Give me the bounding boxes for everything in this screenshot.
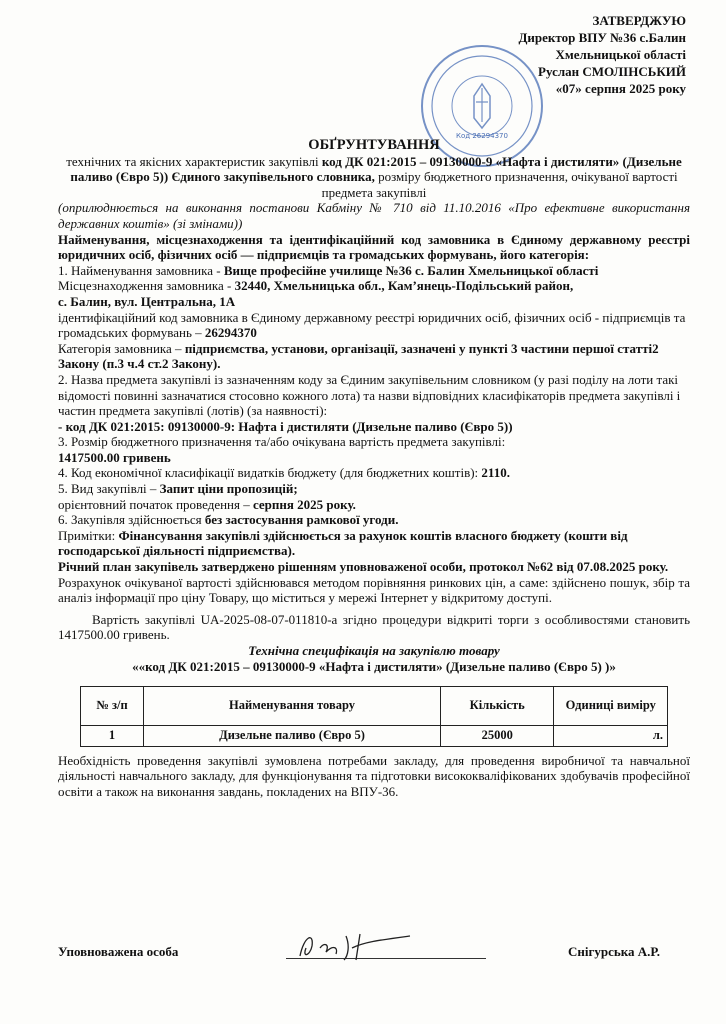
subject-code: - код ДК 021:2015: 09130000-9: Нафта і дистиляти (Дизельне паливо (Євро 5)) <box>58 418 513 434</box>
signatory-role: Уповноважена особа <box>58 944 179 959</box>
notes-label: Примітки: <box>58 527 119 543</box>
item-label: ідентифікаційний код замовника в Єдиному державному реєстрі юридичних осіб, фізичних осіб - підприємців та громадських формувань – <box>58 309 686 341</box>
item-6 <box>58 512 690 528</box>
procurement-type: Запит ціни пропозицій; <box>159 481 298 497</box>
spec-table <box>80 686 668 747</box>
customer-category: підприємства, установи, організації, зазначені у пункті 3 частини першої статті2 Закону (п.3 ч.4 ст.2 Закону). <box>58 340 659 372</box>
approval-line: Хмельницької області <box>555 47 686 62</box>
table-cell: 25000 <box>440 726 554 747</box>
customer-address: 32440, Хмельницька обл., Кам’янець-Подільський район, <box>234 278 574 294</box>
item-label: 1. Найменування замовника - <box>58 262 224 278</box>
cost-paragraph: Вартість закупівлі UA-2025-08-07-011810-а згідно процедури відкриті торги з особливостями становить 1417500.00 гривень. <box>58 611 690 643</box>
table-cell: Дизельне паливо (Євро 5) <box>144 726 441 747</box>
necessity-paragraph: Необхідність проведення закупівлі зумовлена потребами закладу, для проведення виробничої та навчальної діяльності навчального закладу, для функціонування та підготовки висококваліфікованих здобувачів професійної освіти а також на виконання завдань, покладених на ВПУ-36. <box>58 752 690 799</box>
table-row <box>81 726 668 747</box>
customer-code: 26294370 <box>204 325 257 341</box>
spec-subtitle: ««код ДК 021:2015 – 09130000-9 «Нафта і дистиляти» (Дизельне паливо (Євро 5) )» <box>132 658 616 674</box>
table-header: Кількість <box>440 687 554 726</box>
item-label: Місцезнаходження замовника - <box>58 278 235 294</box>
table-header: Найменування товару <box>144 687 441 726</box>
handwritten-signature-icon <box>290 926 420 966</box>
item-label: 5. Вид закупівлі – <box>58 481 160 497</box>
framework-note: без застосування рамкової угоди. <box>204 512 399 528</box>
item-1-category <box>58 341 690 372</box>
signature-block <box>58 940 690 970</box>
document-title: ОБҐРУНТУВАННЯ <box>308 137 440 153</box>
item-2: 2. Назва предмета закупівлі із зазначенням коду за Єдиним закупівельним словником (у разі поділу на лоти такі відомості повинні зазначатися стосовно кожного лота) та назви відповідних класифікаторів предмета закупівлі і частин предмета закупівлі (лотів) (за наявності): <box>58 371 681 419</box>
item-1-code <box>58 310 690 341</box>
item-label: орієнтовний початок проведення – <box>58 496 253 512</box>
table-cell: 1 <box>81 726 144 747</box>
item-label: 6. Закупівля здійснюється <box>58 512 205 528</box>
customer-address-line2: с. Балин, вул. Центральна, 1А <box>58 293 236 309</box>
title-code: код ДК 021:2015 – 09130000-9 «Нафта і дистиляти» (Дизельне паливо (Євро 5)) Єдиного закупівельного словника, <box>70 153 682 185</box>
table-header-row <box>81 687 668 726</box>
spec-title: Технічна специфікація на закупівлю товару <box>248 643 500 658</box>
start-date: серпня 2025 року. <box>252 496 356 512</box>
item-3: 3. Розмір бюджетного призначення та/або очікувана вартість предмета закупівлі: <box>58 434 506 450</box>
approval-line: ЗАТВЕРДЖУЮ <box>592 13 686 28</box>
item-5 <box>58 481 690 497</box>
seal-code: Код 26294370 <box>456 132 508 140</box>
approval-line: Директор ВПУ №36 с.Балин <box>518 30 686 45</box>
title-text-end: розміру бюджетного призначення, очікуваної вартості предмета закупівлі <box>321 169 678 200</box>
item-4 <box>58 465 690 481</box>
table-header: Одиниці виміру <box>554 687 668 726</box>
publication-note: (оприлюднюється на виконання постанови Кабміну № 710 від 11.10.2016 «Про ефективне використання державних коштів» (зі змінами)) <box>58 200 690 231</box>
intro-paragraph: Найменування, місцезнаходження та ідентифікаційний код замовника в Єдиному державному реєстрі юридичних осіб, фізичних осіб — підприємців та громадських формувань, його категорія: <box>58 231 690 263</box>
item-label: 4. Код економічної класифікації видатків бюджету (для бюджетних коштів): <box>58 465 482 481</box>
title-text: технічних та якісних характеристик закупівлі <box>66 153 322 169</box>
signatory-name: Снігурська А.Р. <box>567 944 660 959</box>
notes-text: Фінансування закупівлі здійснюється за рахунок коштів власного бюджету (кошти від господарської діяльності підприємства). <box>58 527 628 559</box>
item-5-start <box>58 497 690 513</box>
item-1 <box>58 263 690 279</box>
economic-code: 2110. <box>481 465 510 481</box>
approval-date: «07» серпня 2025 року <box>555 81 686 96</box>
item-1-location <box>58 278 690 294</box>
annual-plan: Річний план закупівель затверджено рішенням уповноваженої особи, протокол №62 від 07.08.2025 року. <box>58 559 669 575</box>
budget-amount: 1417500.00 гривень <box>58 449 171 465</box>
calculation-paragraph: Розрахунок очікуваної вартості здійснювався методом порівняння ринкових цін, а саме: здійснено пошук, збір та аналіз інформації про ціну Товару, що міститься у мережі Інтернет у відкритому доступі. <box>58 574 690 606</box>
document-body <box>58 138 690 800</box>
title-description <box>58 154 690 201</box>
customer-name: Вище професійне училище №36 с. Балин Хмельницької області <box>223 262 599 278</box>
table-header: № з/п <box>81 687 144 726</box>
notes <box>58 528 690 559</box>
item-label: Категорія замовника – <box>58 340 185 356</box>
table-cell: л. <box>554 726 668 747</box>
approval-line: Руслан СМОЛІНСЬКИЙ <box>538 64 686 79</box>
